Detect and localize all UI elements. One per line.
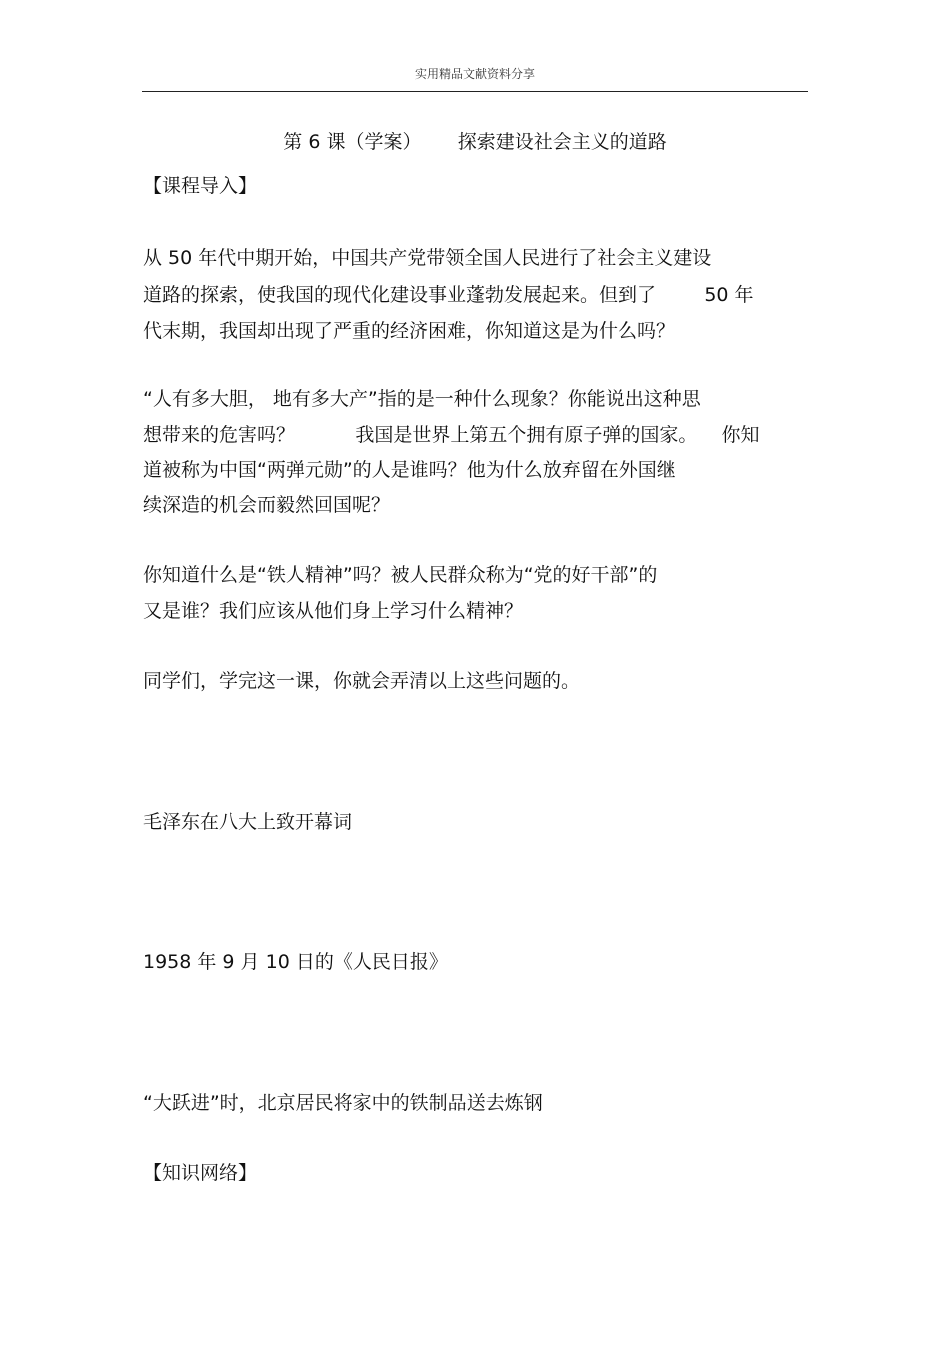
paragraph-line: 续深造的机会而毅然回国呢？ <box>143 494 391 516</box>
paragraph-line: 从 50 年代中期开始，中国共产党带领全国人民进行了社会主义建设 <box>143 247 712 269</box>
paragraph-line: 想带来的危害吗？ 我国是世界上第五个拥有原子弹的国家。 你知 <box>143 424 760 446</box>
section-heading-network: 【知识网络】 <box>143 1162 258 1184</box>
paragraph-line: 你知道什么是“铁人精神”吗？被人民群众称为“党的好干部”的 <box>143 564 658 586</box>
paragraph-line: 同学们，学完这一课，你就会弄清以上这些问题的。 <box>143 670 581 692</box>
header-divider <box>142 91 808 92</box>
image-caption: “大跃进”时，北京居民将家中的铁制品送去炼钢 <box>143 1092 543 1114</box>
page-header: 实用精品文献资料分享 <box>414 67 535 81</box>
paragraph-line: 道路的探索，使我国的现代化建设事业蓬勃发展起来。但到了 50 年 <box>143 284 754 306</box>
section-heading-intro: 【课程导入】 <box>143 175 258 197</box>
image-caption: 1958 年 9 月 10 日的《人民日报》 <box>143 951 448 973</box>
lesson-title: 第 6 课（学案） 探索建设社会主义的道路 <box>283 131 667 153</box>
paragraph-line: 道被称为中国“两弹元勋”的人是谁吗？他为什么放弃留在外国继 <box>143 459 676 481</box>
image-caption: 毛泽东在八大上致开幕词 <box>143 811 353 833</box>
paragraph-line: “人有多大胆， 地有多大产”指的是一种什么现象？你能说出这种思 <box>143 388 701 410</box>
paragraph-line: 代末期，我国却出现了严重的经济困难，你知道这是为什么吗？ <box>143 320 676 342</box>
paragraph-line: 又是谁？我们应该从他们身上学习什么精神？ <box>143 600 524 622</box>
